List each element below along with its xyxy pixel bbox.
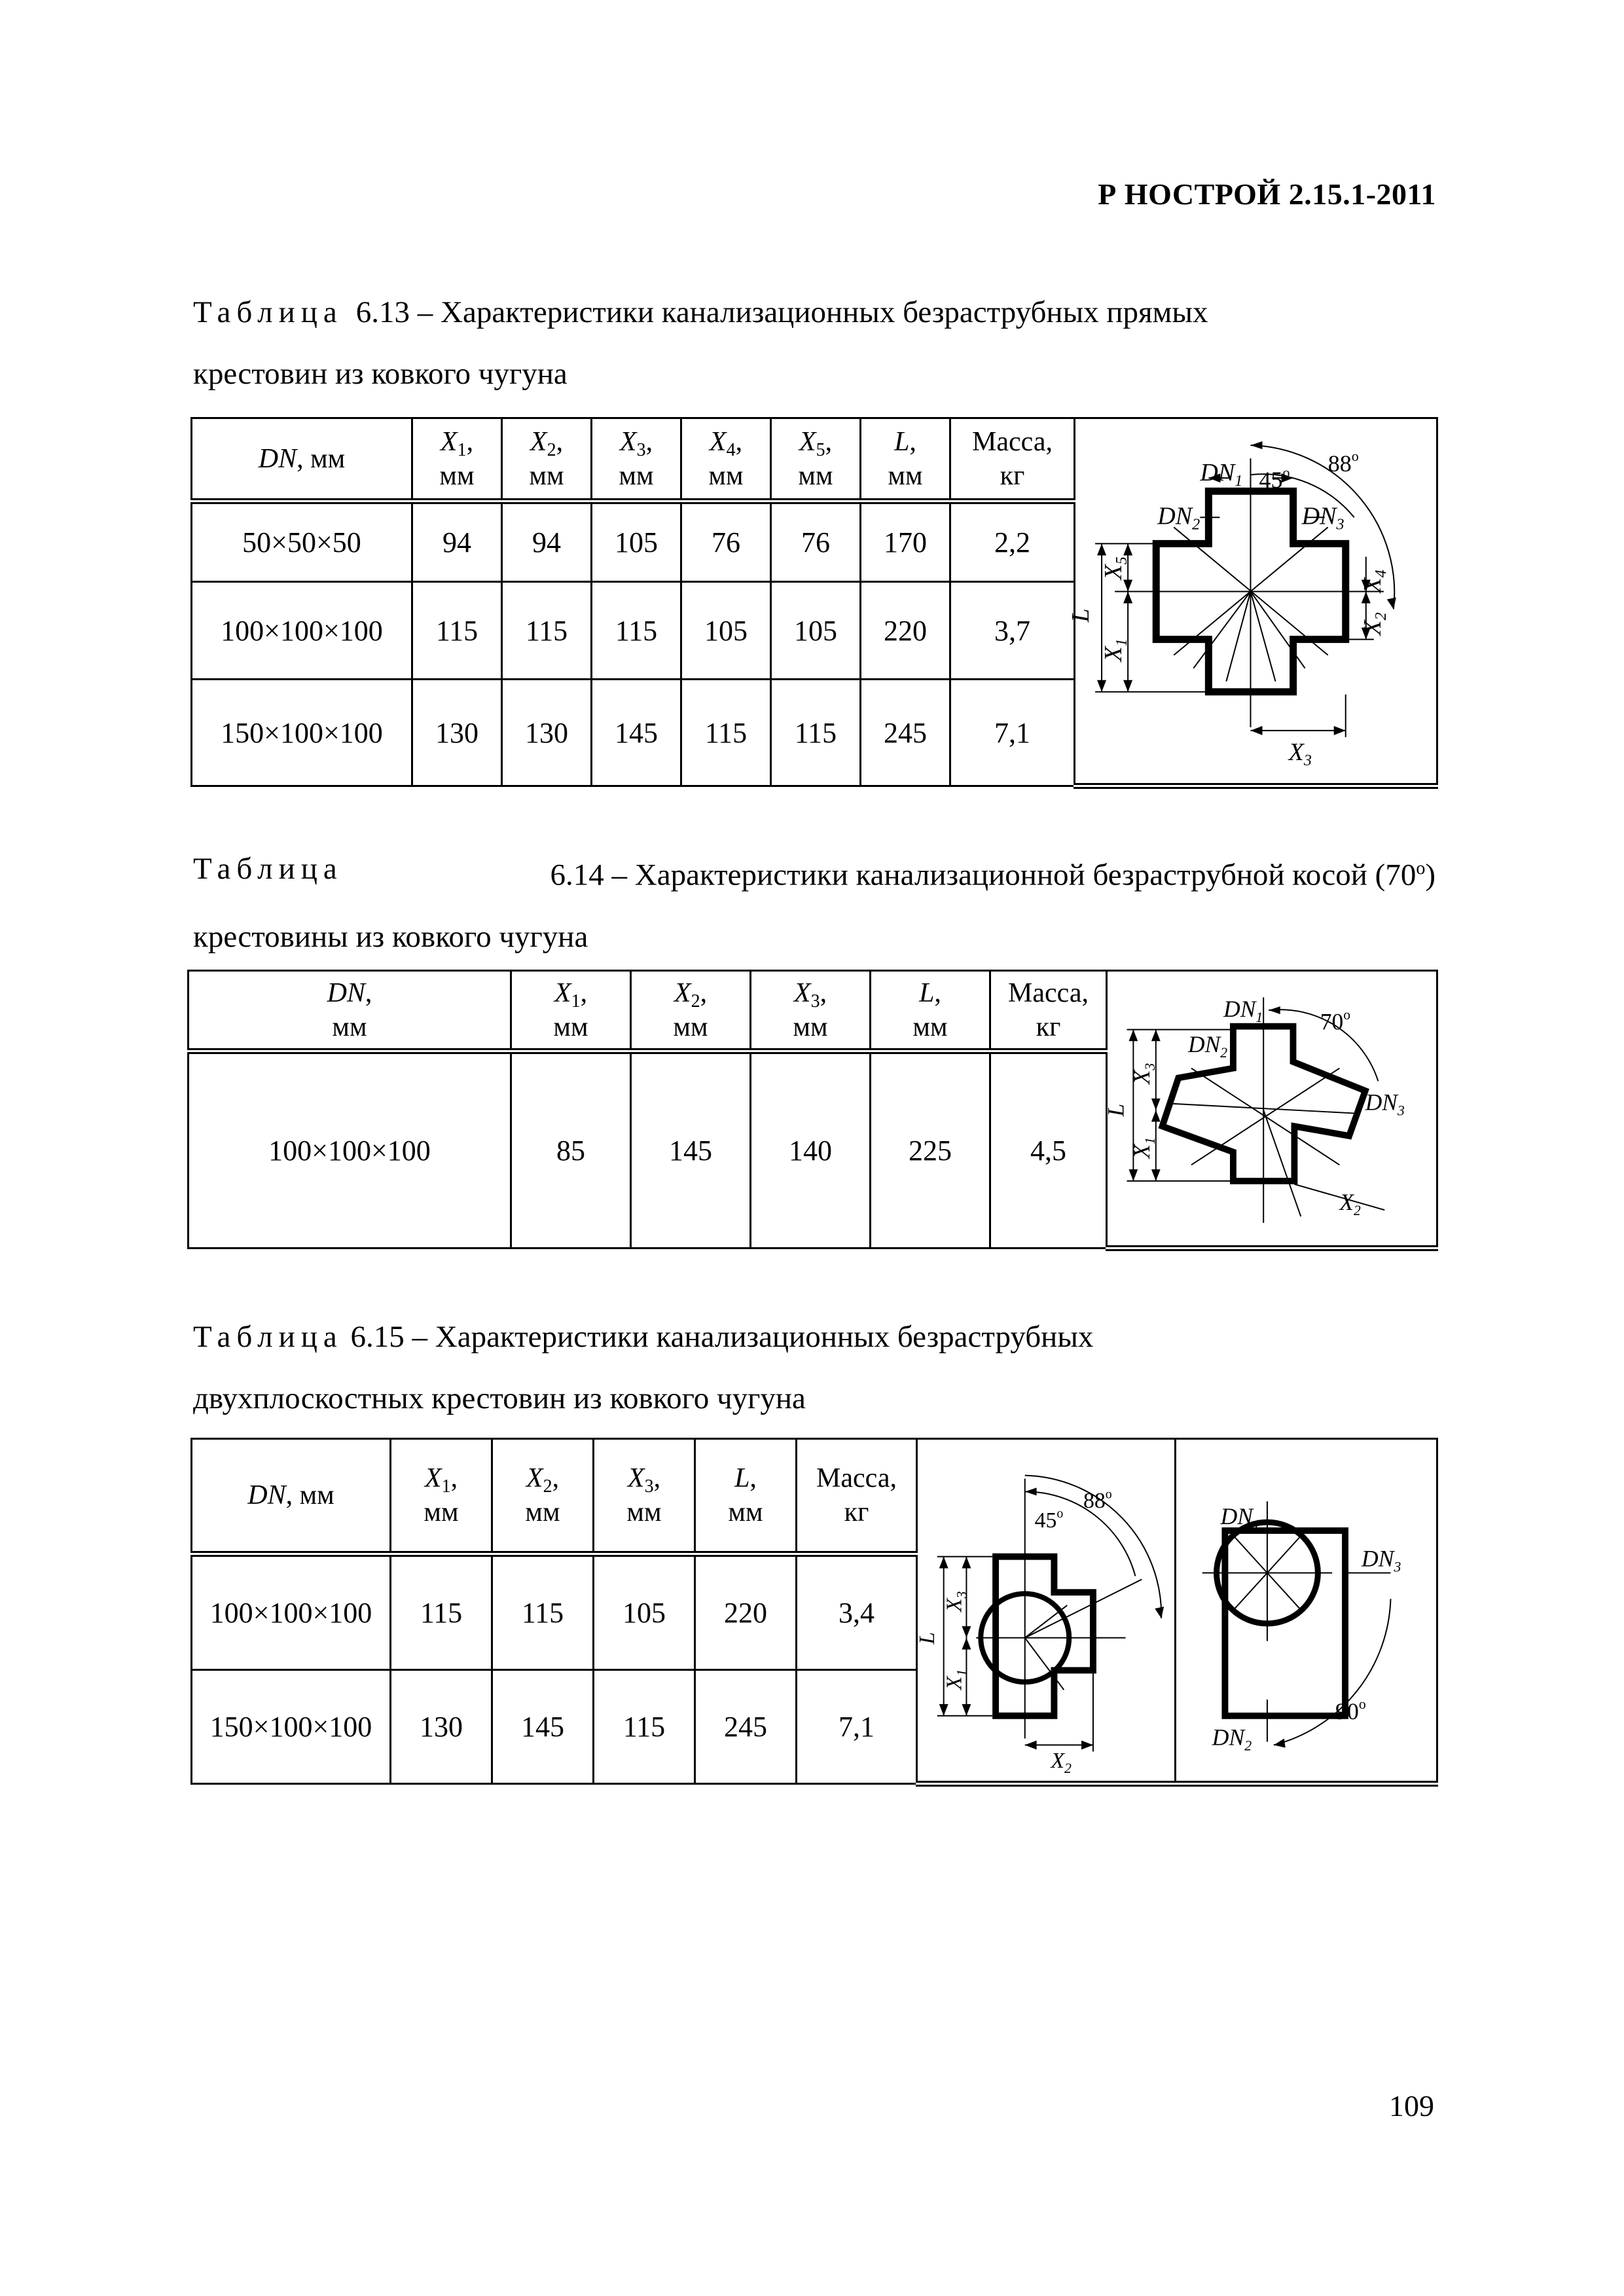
col-dn: DN, мм (189, 971, 511, 1051)
svg-text:X3: $X_3$ (942, 1591, 970, 1613)
table-6-13-caption (193, 282, 1435, 405)
col-l: L, мм (695, 1439, 797, 1554)
dn3-label: $DN_3$ (1301, 502, 1344, 534)
table-row: 150×100×100 130 145 115 245 7,1 (192, 1670, 1437, 1784)
cross-oblique-figure (1102, 971, 1437, 1248)
col-x4: $X_4$, мм (681, 418, 771, 501)
caption-line2: двухплоскостных крестовин из ковкого чугуна (193, 1381, 806, 1415)
svg-text:88o: 88$^o$ (1327, 448, 1359, 477)
svg-text:X2: $X_2$ (1339, 1189, 1361, 1219)
col-x3: $X_3$, мм (594, 1439, 695, 1554)
svg-text:X4: $X_4$ (1358, 570, 1390, 593)
col-dn: DN, мм (192, 418, 412, 501)
dn2-label: $DN_2$ (1212, 1724, 1252, 1754)
table-6-15-caption (193, 1306, 1435, 1429)
col-x1: $X_1$, мм (412, 418, 502, 501)
svg-text:45o: 45$^o$ (1034, 1506, 1064, 1533)
col-l: L, мм (861, 418, 950, 501)
page-number: 109 (1389, 2089, 1434, 2123)
dn1-label: $DN_1$ (1220, 1503, 1261, 1533)
table-6-14-caption (193, 838, 1435, 968)
svg-text:90o: 90$^o$ (1335, 1696, 1366, 1724)
table-6-14 (187, 970, 1438, 1251)
svg-text:X3: $X_3$ (1128, 1063, 1158, 1085)
caption-line2: крестовины из ковкого чугуна (193, 919, 588, 954)
table-row: 100×100×100 115 115 105 220 3,4 (192, 1554, 1437, 1670)
svg-text:L: L (1067, 608, 1095, 623)
cross-biplanar-side-figure (914, 1439, 1176, 1784)
dn1-label: $DN_1$ (1200, 459, 1243, 490)
svg-text:L: L (1102, 1103, 1129, 1117)
col-mass: Масса, кг (950, 418, 1075, 501)
col-x3: $X_3$, мм (751, 971, 871, 1051)
dn3-label: $DN_3$ (1365, 1089, 1405, 1119)
table-row: 50×50×50 94 94 105 76 76 170 2,2 (192, 501, 1437, 582)
svg-text:X3: $X_3$ (1288, 738, 1312, 769)
svg-text:X1: $X_1$ (942, 1669, 970, 1690)
col-x2: $X_2$, мм (502, 418, 592, 501)
dn2-label: $DN_2$ (1157, 502, 1200, 534)
svg-text:X2: $X_2$ (1358, 612, 1390, 636)
cross-biplanar-top-figure (1176, 1439, 1437, 1784)
col-x1: $X_1$, мм (511, 971, 631, 1051)
caption-label: Таблица (193, 852, 343, 886)
cross-straight-figure (1067, 418, 1437, 786)
svg-text:X1: $X_1$ (1100, 638, 1131, 662)
col-dn: DN, мм (192, 1439, 391, 1554)
svg-text:45o: 45$^o$ (1259, 464, 1290, 494)
col-x1: $X_1$, мм (391, 1439, 492, 1554)
caption-label: Таблица (193, 1320, 343, 1354)
svg-text:L: L (914, 1631, 939, 1645)
caption-text: 6.13 – Характеристики канализационных безраструбных прямых (355, 295, 1208, 329)
svg-text:X5: $X_5$ (1100, 556, 1131, 580)
caption-label: Таблица (193, 295, 343, 329)
svg-text:70o: 70$^o$ (1320, 1006, 1351, 1035)
col-x5: $X_5$, мм (771, 418, 861, 501)
dn3-label: $DN_3$ (1361, 1545, 1401, 1575)
dn1-label: $DN_1$ (1223, 995, 1263, 1025)
table-6-13 (190, 417, 1438, 789)
caption-text: 6.15 – Характеристики канализационных безраструбных (350, 1320, 1094, 1354)
col-x2: $X_2$, мм (492, 1439, 594, 1554)
caption-text: 6.14 – Характеристики канализационной безраструбной косой (70$^o$) (550, 858, 1435, 892)
table-row: 150×100×100 130 130 145 115 115 245 7,1 (192, 680, 1437, 786)
svg-text:X1: $X_1$ (1128, 1137, 1158, 1159)
document-header: Р НОСТРОЙ 2.15.1-2011 (1098, 177, 1436, 211)
col-x2: $X_2$, мм (631, 971, 751, 1051)
col-l: L, мм (871, 971, 990, 1051)
caption-line2: крестовин из ковкого чугуна (193, 357, 568, 391)
col-mass: Масса, кг (797, 1439, 917, 1554)
table-row: 100×100×100 115 115 115 105 105 220 3,7 (192, 582, 1437, 680)
col-x3: $X_3$, мм (592, 418, 681, 501)
table-6-15 (190, 1438, 1438, 1787)
svg-text:X2: $X_2$ (1051, 1749, 1072, 1777)
col-mass: Масса, кг (990, 971, 1107, 1051)
table-row: 100×100×100 85 145 140 225 4,5 (189, 1051, 1437, 1248)
svg-text:88o: 88$^o$ (1083, 1487, 1112, 1514)
dn2-label: $DN_2$ (1188, 1031, 1228, 1061)
